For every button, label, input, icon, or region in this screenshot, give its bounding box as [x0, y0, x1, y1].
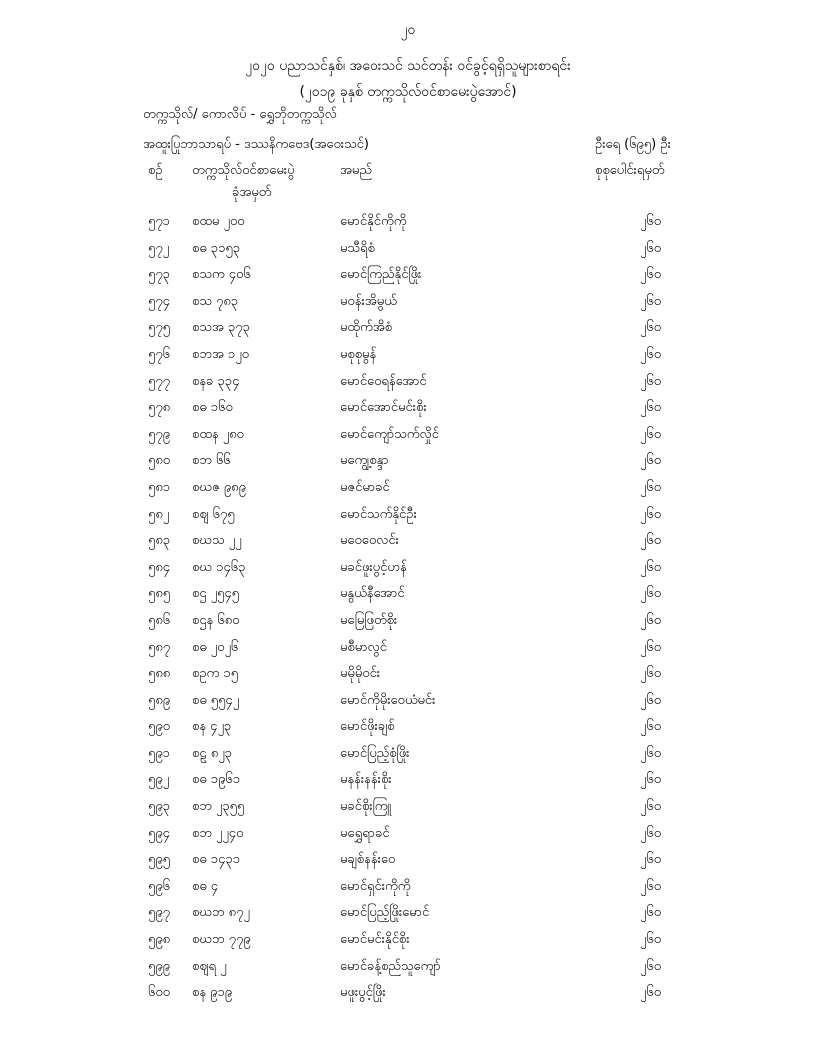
table-row — [0, 479, 816, 506]
row-number: ၅၇၄ — [148, 293, 170, 309]
row-number: ၅၉၆ — [148, 878, 170, 894]
roll-number: စဃသ ၂၂ — [192, 533, 242, 549]
university-line: တက္ကသိုလ်/ ကောလိပ် - ရွှေဘိုတက္ကသိုလ် — [143, 107, 337, 122]
student-name: မရွှေရာခင် — [340, 825, 390, 841]
table-row — [0, 266, 816, 293]
total-marks: ၂၆၀ — [640, 666, 662, 682]
major-subject-line: အထူးပြုဘာသာရပ် - ဒဿနိကဗေဒ(အဝေးသင်) — [143, 137, 369, 152]
row-number: ၅၇၉ — [148, 426, 170, 442]
roll-number: စဓ ၃၁၅၃ — [192, 240, 241, 256]
total-marks: ၂၆၀ — [640, 533, 662, 549]
row-number: ၅၈၅ — [148, 586, 171, 602]
roll-number: စသအ ၃၇၃ — [192, 320, 250, 336]
row-number: ၅၈၆ — [148, 612, 171, 628]
total-marks: ၂၆၀ — [640, 825, 662, 841]
row-number: ၅၇၅ — [148, 320, 170, 336]
table-row — [0, 426, 816, 453]
roll-number: စသက ၄၀၆ — [192, 267, 251, 283]
document-subtitle: (၂၀၁၉ ခုနှစ် တက္ကသိုလ်ဝင်စာမေးပွဲအောင်) — [299, 84, 517, 100]
total-marks: ၂၆၀ — [640, 612, 662, 628]
roll-number: စဃဘ ၇၇၉ — [192, 932, 251, 948]
roll-number: စထမ ၂၀၀ — [192, 214, 245, 229]
column-header-no: စဉ် — [148, 163, 163, 178]
row-number: ၅၉၂ — [148, 772, 170, 788]
student-name: မောင်ပြည့်စုံဖြိုး — [340, 745, 410, 761]
student-name: မခင်ဖူးပွင့်ဟန် — [340, 559, 407, 575]
row-number: ၅၈၀ — [148, 453, 171, 469]
total-count: ဦးရေ (၆၉၅) ဦး — [595, 137, 671, 152]
table-row — [0, 851, 816, 878]
table-row — [0, 931, 816, 958]
row-number: ၅၈၈ — [148, 666, 171, 682]
roll-number: စဓ ၂၀၂၆ — [192, 639, 239, 655]
student-name: မဝေဝေလင်း — [340, 533, 399, 549]
table-row — [0, 240, 816, 267]
row-number: ၅၇၃ — [148, 267, 170, 283]
roll-number: စထန ၂၈၀ — [192, 426, 244, 442]
student-list — [0, 213, 816, 1011]
row-number: ၅၇၁ — [148, 214, 170, 229]
total-marks: ၂၆၀ — [640, 479, 662, 495]
total-marks: ၂၆၀ — [640, 240, 662, 256]
student-name: မထိုက်အိစံ — [340, 320, 392, 336]
row-number: ၅၈၁ — [148, 479, 171, 495]
student-name: မောင်မင်းနိုင်စိုး — [340, 932, 410, 948]
roll-number: စဃ ၁၄၆၃ — [192, 559, 246, 575]
roll-number: စဘ ၂၃၅၅ — [192, 799, 245, 815]
roll-number: စဌန ၆၈၀ — [192, 612, 240, 628]
row-number: ၅၈၉ — [148, 692, 171, 708]
total-marks: ၂၆၀ — [640, 559, 662, 575]
roll-number: စနခ ၃၃၄ — [192, 373, 240, 389]
table-row — [0, 665, 816, 692]
table-row — [0, 373, 816, 400]
student-name: မနွယ်နီအောင် — [340, 586, 405, 602]
roll-number: စဈရ ၂ — [192, 958, 227, 974]
row-number: ၅၉၈ — [148, 932, 171, 948]
table-row — [0, 745, 816, 772]
row-number: ၅၇၈ — [148, 400, 171, 416]
table-row — [0, 718, 816, 745]
table-row — [0, 346, 816, 373]
student-name: မောင်ဝေရန်အောင် — [340, 373, 427, 389]
total-marks: ၂၆၀ — [640, 346, 662, 362]
student-name: မဝန်းအိမွယ် — [340, 293, 397, 309]
total-marks: ၂၆၀ — [640, 373, 662, 389]
table-row — [0, 984, 816, 1011]
table-row — [0, 771, 816, 798]
row-number: ၅၈၇ — [148, 639, 171, 655]
student-name: မောင်ကြည်နိုင်ဖြိုး — [340, 267, 422, 283]
column-header-roll-number: တက္ကသိုလ်ဝင်စာမေးပွဲ — [192, 163, 295, 178]
roll-number: စဓ ၄ — [192, 878, 219, 894]
table-row — [0, 319, 816, 346]
column-header-total-marks: စုစုပေါင်းရမှတ် — [595, 163, 665, 178]
row-number: ၅၇၇ — [148, 373, 170, 389]
column-header-roll-number-line2: ခုံအမှတ် — [232, 185, 272, 200]
total-marks: ၂၆၀ — [640, 586, 662, 602]
roll-number: စဃဇ ၉၈၉ — [192, 479, 246, 495]
roll-number: စဘအ ၁၂၀ — [192, 346, 249, 362]
table-row — [0, 213, 816, 240]
student-name: မမြေဖြတ်စိုး — [340, 612, 398, 628]
row-number: ၅၉၀ — [148, 719, 170, 735]
student-name: မောင်ကျော်သက်လှိုင် — [340, 426, 439, 442]
row-number: ၅၉၇ — [148, 905, 170, 921]
total-marks: ၂၆၀ — [640, 214, 662, 229]
table-row — [0, 559, 816, 586]
roll-number: စဠ ၈၂၃ — [192, 745, 232, 761]
total-marks: ၂၆၀ — [640, 267, 662, 283]
table-row — [0, 904, 816, 931]
student-name: မောင်သက်နိုင်ဦး — [340, 506, 417, 522]
student-name: မစီမာလွင် — [340, 639, 387, 655]
total-marks: ၂၆၀ — [640, 878, 662, 894]
student-name: မကျွေ့စန္ဒာ — [340, 453, 389, 469]
table-row — [0, 585, 816, 612]
row-number: ၅၉၃ — [148, 799, 170, 815]
roll-number: စဘ ၂၂၄၀ — [192, 825, 244, 841]
roll-number: စန ၉၁၉ — [192, 985, 233, 1001]
student-name: မောင်နိုင်ကိုကို — [340, 214, 407, 229]
student-name: မောင်ရှင်းကိုကို — [340, 878, 411, 894]
table-row — [0, 506, 816, 533]
row-number: ၅၈၂ — [148, 506, 170, 522]
total-marks: ၂၆၀ — [640, 772, 662, 788]
table-row — [0, 452, 816, 479]
table-row — [0, 798, 816, 825]
roll-number: စဓ ၁၉၆၁ — [192, 772, 241, 788]
roll-number: စဘ ၆၆ — [192, 453, 231, 469]
student-name: မဖူးပွင့်ဖြိုး — [340, 985, 386, 1001]
row-number: ၅၇၂ — [148, 240, 170, 256]
student-name: မချစ်နန်းဝေ — [340, 852, 396, 868]
student-name: မောင်ကိုမိုးဝေယံမင်း — [340, 692, 436, 708]
table-row — [0, 532, 816, 559]
total-marks: ၂၆၀ — [640, 639, 662, 655]
table-row — [0, 293, 816, 320]
total-marks: ၂၆၀ — [640, 799, 662, 815]
roll-number: စဓ ၁၆၀ — [192, 400, 233, 416]
student-name: မောင်ပြည့်ဖြိုးမောင် — [340, 905, 430, 921]
total-marks: ၂၆၀ — [640, 426, 662, 442]
roll-number: စဥက ၁၅ — [192, 666, 239, 682]
total-marks: ၂၆၀ — [640, 293, 662, 309]
table-row — [0, 825, 816, 852]
column-header-name: အမည် — [340, 163, 372, 178]
document-title: ၂၀၂၀ ပညာသင်နှစ်၊ အဝေးသင် သင်တန်း ဝင်ခွင့်ရရှိသူများစာရင်း — [245, 58, 571, 74]
row-number: ၅၇၆ — [148, 346, 170, 362]
student-name: မသီရိစံ — [340, 240, 375, 256]
total-marks: ၂၆၀ — [640, 985, 662, 1001]
roll-number: စဌ ၂၅၄၅ — [192, 586, 239, 602]
student-name: မဇင်မာခင် — [340, 479, 390, 495]
table-row — [0, 612, 816, 639]
row-number: ၆၀၀ — [148, 985, 170, 1001]
total-marks: ၂၆၀ — [640, 506, 662, 522]
table-row — [0, 692, 816, 719]
row-number: ၅၉၉ — [148, 958, 170, 974]
table-row — [0, 958, 816, 985]
student-name: မောင်ခန့်စည်သူကျော် — [340, 958, 441, 974]
student-name: မောင်ဖိုးချစ် — [340, 719, 395, 735]
table-row — [0, 878, 816, 905]
student-name: မနန်းနန်းစိုး — [340, 772, 392, 788]
total-marks: ၂၆၀ — [640, 320, 662, 336]
row-number: ၅၉၄ — [148, 825, 170, 841]
table-row — [0, 639, 816, 666]
total-marks: ၂၆၀ — [640, 745, 662, 761]
student-name: မမိုမိုဝင်း — [340, 666, 381, 682]
total-marks: ၂၆၀ — [640, 852, 662, 868]
table-row — [0, 399, 816, 426]
total-marks: ၂၆၀ — [640, 400, 662, 416]
student-name: မခင်စိုးကြူ — [340, 799, 392, 815]
total-marks: ၂၆၀ — [640, 905, 662, 921]
row-number: ၅၈၃ — [148, 533, 171, 549]
roll-number: စဃဘ ၈၇၂ — [192, 905, 250, 921]
page-number: ၂၀ — [400, 22, 416, 38]
roll-number: စဈ ၆၇၅ — [192, 506, 235, 522]
total-marks: ၂၆၀ — [640, 958, 662, 974]
total-marks: ၂၆၀ — [640, 932, 662, 948]
roll-number: စဓ ၅၅၄၂ — [192, 692, 240, 708]
total-marks: ၂၆၀ — [640, 453, 662, 469]
row-number: ၅၈၄ — [148, 559, 171, 575]
roll-number: စန ၄၂၃ — [192, 719, 232, 735]
total-marks: ၂၆၀ — [640, 692, 662, 708]
student-name: မောင်အောင်မင်းစိုး — [340, 400, 427, 416]
row-number: ၅၉၅ — [148, 852, 170, 868]
student-name: မစုစုမွန် — [340, 346, 377, 362]
roll-number: စသ ၇၈၃ — [192, 293, 239, 309]
roll-number: စဓ ၁၄၃၁ — [192, 852, 241, 868]
total-marks: ၂၆၀ — [640, 719, 662, 735]
row-number: ၅၉၁ — [148, 745, 170, 761]
